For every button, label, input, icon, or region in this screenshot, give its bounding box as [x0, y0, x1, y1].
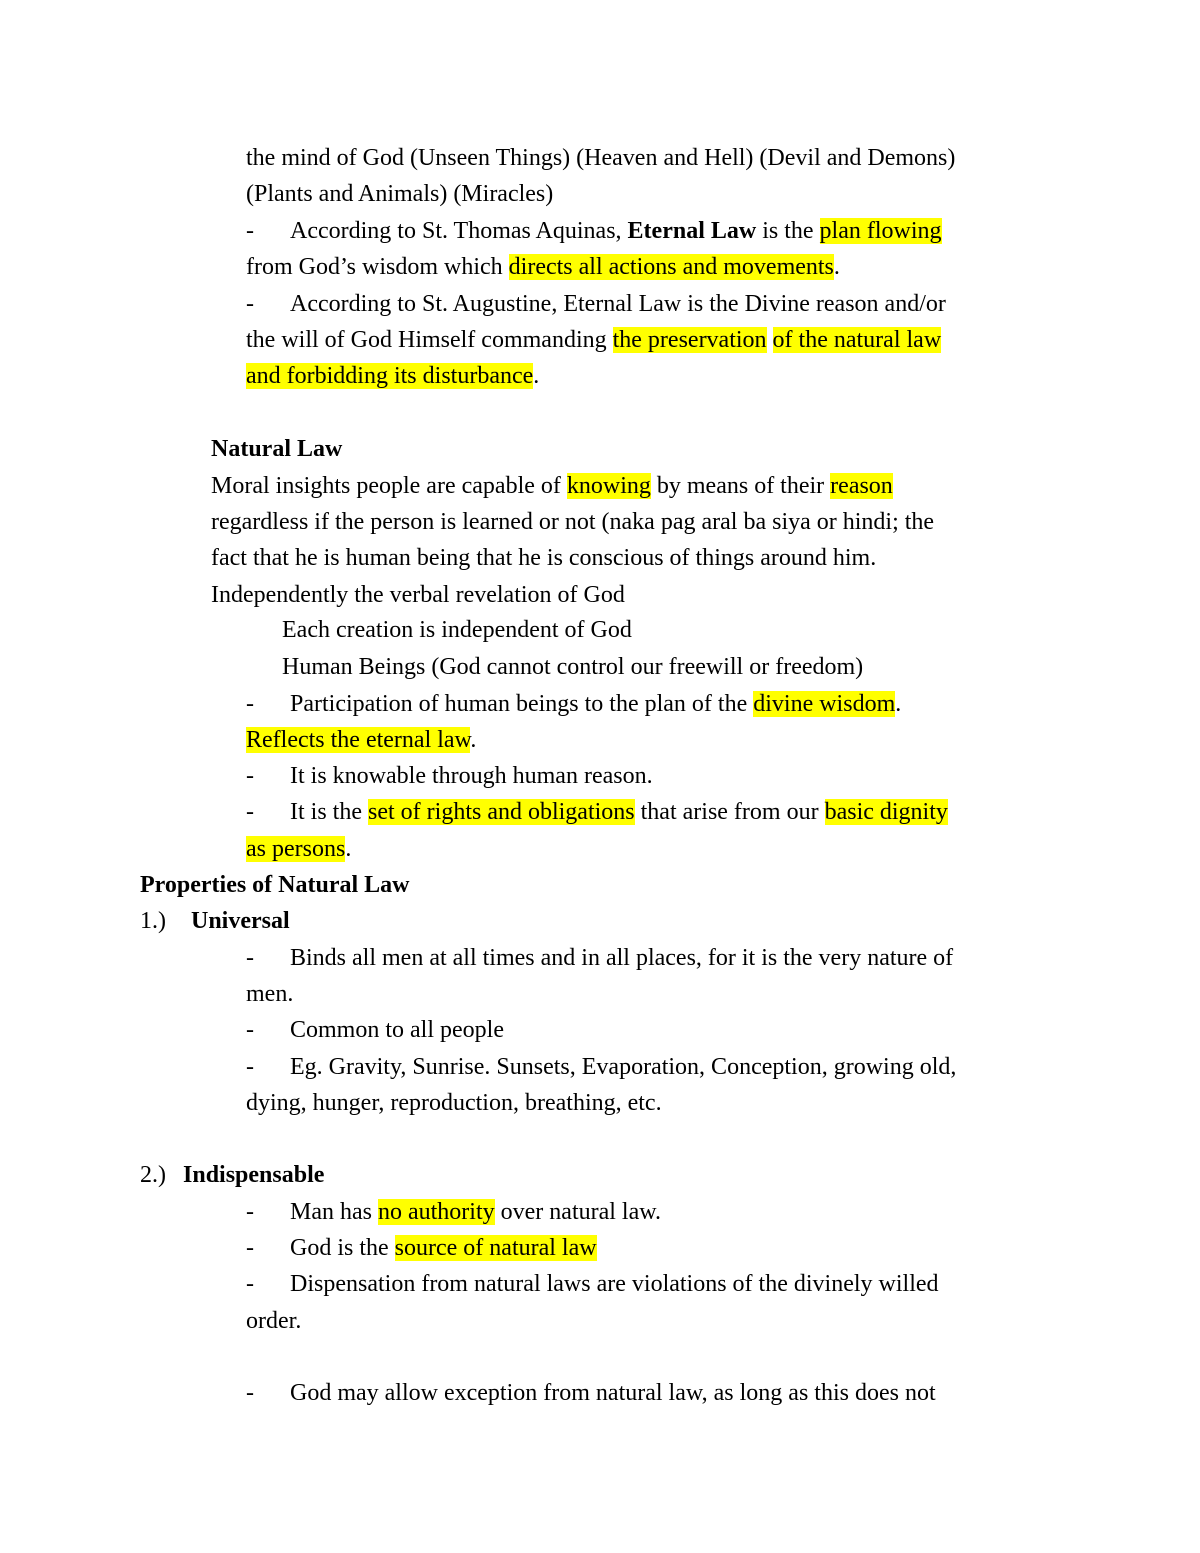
- highlighted-text: the preservation: [612, 327, 767, 353]
- bullet-dash: -: [246, 1054, 254, 1080]
- bullet-text: that arise from our: [634, 799, 825, 825]
- bullet-dash: -: [246, 1380, 254, 1406]
- paragraph-text: Each creation is independent of God: [282, 617, 632, 643]
- text-line: [246, 1306, 301, 1336]
- bullet-dash: -: [246, 1199, 254, 1225]
- heading-text: Indispensable: [183, 1162, 325, 1188]
- bullet-authority: [246, 1197, 661, 1227]
- bullet-text: Binds all men at all times and in all places, for it is the very nature of: [290, 945, 954, 971]
- highlighted-text: knowing: [566, 473, 651, 499]
- highlighted-text: Reflects the eternal law: [246, 727, 471, 753]
- bold-term: Eternal Law: [627, 218, 757, 244]
- indented-line: [282, 615, 632, 645]
- text-line: [246, 725, 476, 755]
- bullet-text: from God’s wisdom which: [246, 254, 509, 280]
- bullet-text: According to St. Augustine, Eternal Law is the Divine reason and/or: [290, 291, 946, 317]
- paragraph-text: Moral insights people are capable of: [211, 473, 567, 499]
- list-number: 1.): [140, 908, 166, 934]
- bullet-binds: [246, 943, 953, 973]
- bullet-text: According to St. Thomas Aquinas,: [290, 218, 628, 244]
- paragraph-text: regardless if the person is learned or not (naka pag aral ba siya or hindi; the: [211, 509, 935, 535]
- bullet-text: Dispensation from natural laws are violations of the divinely willed: [290, 1271, 939, 1297]
- bullet-text: [767, 327, 773, 353]
- paragraph-text: by means of their: [650, 473, 831, 499]
- bullet-text: .: [895, 691, 902, 717]
- bullet-dispensation: [246, 1269, 939, 1299]
- bullet-text: is the: [756, 218, 820, 244]
- bullet-dash: -: [246, 1271, 254, 1297]
- section-heading: [140, 870, 410, 900]
- bullet-text: dying, hunger, reproduction, breathing, etc.: [246, 1090, 662, 1116]
- bullet-text: God may allow exception from natural law, as long as this does not: [290, 1380, 936, 1406]
- bullet-text: .: [345, 836, 352, 862]
- text-line: [246, 361, 539, 391]
- bullet-text: Common to all people: [290, 1017, 504, 1043]
- bullet-text: .: [470, 727, 477, 753]
- indented-line: [282, 652, 863, 682]
- numbered-heading: [140, 1160, 324, 1190]
- heading-text: Properties of Natural Law: [140, 872, 410, 898]
- bullet-augustine: [246, 289, 946, 319]
- text-line: [211, 507, 934, 537]
- highlighted-text: source of natural law: [394, 1235, 597, 1261]
- bullet-text: order.: [246, 1308, 302, 1334]
- bullet-dash: -: [246, 291, 254, 317]
- text-line: [211, 471, 893, 501]
- highlighted-text: reason: [830, 473, 893, 499]
- text-line: [246, 179, 553, 209]
- text-line: [246, 834, 351, 864]
- bullet-dash: -: [246, 763, 254, 789]
- text-line: [246, 979, 293, 1009]
- highlighted-text: no authority: [377, 1199, 495, 1225]
- bullet-dash: -: [246, 1235, 254, 1261]
- heading-text: Universal: [191, 908, 290, 934]
- bullet-text: God is the: [290, 1235, 395, 1261]
- text-line: [211, 543, 876, 573]
- bullet-examples: [246, 1052, 956, 1082]
- text-line: [246, 143, 955, 173]
- bullet-text: .: [833, 254, 840, 280]
- text-line: [211, 580, 625, 610]
- highlighted-text: and forbidding its disturbance: [246, 363, 534, 389]
- bullet-source: [246, 1233, 597, 1263]
- bullet-text: Participation of human beings to the plan of the: [290, 691, 754, 717]
- bullet-rights: [246, 797, 948, 827]
- bullet-dash: -: [246, 218, 254, 244]
- bullet-text: It is the: [290, 799, 368, 825]
- highlighted-text: as persons: [246, 836, 346, 862]
- highlighted-text: divine wisdom: [753, 691, 896, 717]
- text-line: [246, 252, 840, 282]
- heading-text: Natural Law: [211, 436, 343, 462]
- text-line: [246, 1088, 662, 1118]
- bullet-dash: -: [246, 945, 254, 971]
- highlighted-text: of the natural law: [772, 327, 942, 353]
- bullet-text: Man has: [290, 1199, 378, 1225]
- bullet-text: It is knowable through human reason.: [290, 763, 653, 789]
- paragraph-text: fact that he is human being that he is conscious of things around him.: [211, 545, 877, 571]
- bullet-text: .: [533, 363, 540, 389]
- bullet-dash: -: [246, 799, 254, 825]
- highlighted-text: set of rights and obligations: [368, 799, 635, 825]
- bullet-text: the will of God Himself commanding: [246, 327, 613, 353]
- bullet-participation: [246, 689, 901, 719]
- highlighted-text: plan flowing: [819, 218, 942, 244]
- bullet-dash: -: [246, 691, 254, 717]
- bullet-aquinas: [246, 216, 942, 246]
- bullet-common: [246, 1015, 504, 1045]
- bullet-text: Eg. Gravity, Sunrise. Sunsets, Evaporation, Conception, growing old,: [290, 1054, 957, 1080]
- bullet-exception: [246, 1378, 936, 1408]
- paragraph-text: Human Beings (God cannot control our freewill or freedom): [282, 654, 864, 680]
- paragraph-text: (Plants and Animals) (Miracles): [246, 181, 554, 207]
- text-line: [246, 325, 941, 355]
- bullet-knowable: [246, 761, 653, 791]
- list-number: 2.): [140, 1162, 166, 1188]
- bullet-text: over natural law.: [494, 1199, 662, 1225]
- paragraph-text: Independently the verbal revelation of God: [211, 582, 625, 608]
- highlighted-text: basic dignity: [824, 799, 948, 825]
- highlighted-text: directs all actions and movements: [508, 254, 834, 280]
- bullet-dash: -: [246, 1017, 254, 1043]
- section-heading: [211, 434, 342, 464]
- bullet-text: men.: [246, 981, 294, 1007]
- paragraph-text: the mind of God (Unseen Things) (Heaven and Hell) (Devil and Demons): [246, 145, 956, 171]
- numbered-heading: [140, 906, 290, 936]
